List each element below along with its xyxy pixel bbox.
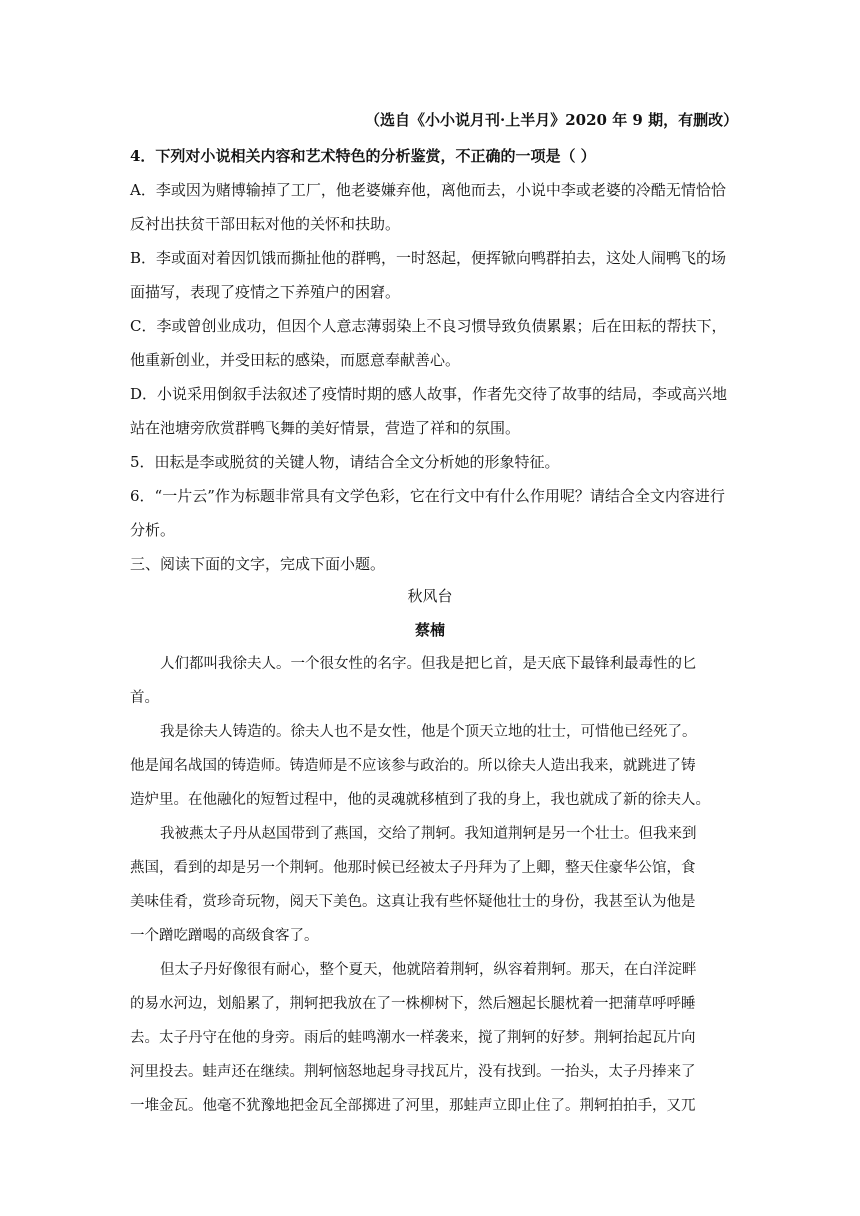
story-paragraph-line: 首。 <box>130 690 159 706</box>
story-paragraph-line: 燕国，看到的却是另一个荆轲。他那时候已经被太子丹拜为了上卿，整天住豪华公馆，食 <box>130 860 696 876</box>
story-paragraph-line: 河里投去。蛙声还在继续。荆轲恼怒地起身寻找瓦片，没有找到。一抬头，太子丹捧来了 <box>130 1064 696 1080</box>
story-paragraph-line: 他是闻名战国的铸造师。铸造师是不应该参与政治的。所以徐夫人造出我来，就跳进了铸 <box>130 758 696 774</box>
story-paragraph-line: 我是徐夫人铸造的。徐夫人也不是女性，他是个顶天立地的壮士，可惜他已经死了。 <box>160 724 697 740</box>
question-4-option-b: B．李或面对着因饥饿而撕扯他的群鸭，一时怒起，便挥锨向鸭群拍去，这处人闹鸭飞的场 <box>130 249 727 267</box>
story-paragraph-line: 一个蹭吃蹭喝的高级食客了。 <box>130 928 319 944</box>
story-paragraph-line: 去。太子丹守在他的身旁。雨后的蛙鸣潮水一样袭来，搅了荆轲的好梦。荆轲抬起瓦片向 <box>130 1030 696 1046</box>
question-4-option-c-cont: 他重新创业，并受田耘的感染，而愿意奉献善心。 <box>130 351 461 369</box>
story-paragraph-line: 但太子丹好像很有耐心，整个夏天，他就陪着荆轲，纵容着荆轲。那天，在白洋淀畔 <box>160 962 697 978</box>
story-paragraph-line: 美味佳肴，赏珍奇玩物，阅天下美色。这真让我有些怀疑他壮士的身份，我甚至认为他是 <box>130 894 696 910</box>
story-paragraph-line: 的易水河边，划船累了，荆轲把我放在了一株柳树下，然后翘起长腿枕着一把蒲草呼呼睡 <box>130 996 696 1012</box>
question-6-cont: 分析。 <box>130 521 176 539</box>
story-author: 蔡楠 <box>414 621 445 639</box>
question-4-option-a: A．李或因为赌博输掉了工厂，他老婆嫌弃他，离他而去，小说中李或老婆的冷酷无情恰恰 <box>130 181 726 199</box>
story-paragraph-line: 人们都叫我徐夫人。一个很女性的名字。但我是把匕首，是天底下最锋利最毒性的匕 <box>160 656 697 672</box>
story-title: 秋风台 <box>407 587 453 605</box>
question-4-option-d-cont: 站在池塘旁欣赏群鸭飞舞的美好情景，营造了祥和的氛围。 <box>130 419 521 437</box>
story-paragraph-line: 一堆金瓦。他毫不犹豫地把金瓦全部掷进了河里，那蛙声立即止住了。荆轲拍拍手，又兀 <box>130 1098 696 1114</box>
source-citation: （选自《小小说月刊·上半月》2020 年 9 期，有删改） <box>365 111 739 129</box>
question-4-stem: 4．下列对小说相关内容和艺术特色的分析鉴赏，不正确的一项是（ ） <box>130 147 596 165</box>
question-6: 6．“一片云”作为标题非常具有文学色彩，它在行文中有什么作用呢？请结合全文内容进行 <box>130 487 725 505</box>
question-5: 5．田耘是李或脱贫的关键人物，请结合全文分析她的形象特征。 <box>130 453 560 471</box>
question-4-option-c: C．李或曾创业成功，但因个人意志薄弱染上不良习惯导致负债累累；后在田耘的帮扶下， <box>130 317 727 335</box>
section-3-heading: 三、阅读下面的文字，完成下面小题。 <box>130 555 386 573</box>
story-paragraph-line: 造炉里。在他融化的短暂过程中，他的灵魂就移植到了我的身上，我也就成了新的徐夫人。 <box>130 792 710 808</box>
question-4-option-b-cont: 面描写，表现了疫情之下养殖户的困窘。 <box>130 283 401 301</box>
question-4-option-d: D．小说采用倒叙手法叙述了疫情时期的感人故事，作者先交待了故事的结局，李或高兴地 <box>130 385 728 403</box>
question-4-option-a-cont: 反衬出扶贫干部田耘对他的关怀和扶助。 <box>130 215 401 233</box>
story-paragraph-line: 我被燕太子丹从赵国带到了燕国，交给了荆轲。我知道荆轲是另一个壮士。但我来到 <box>160 826 697 842</box>
